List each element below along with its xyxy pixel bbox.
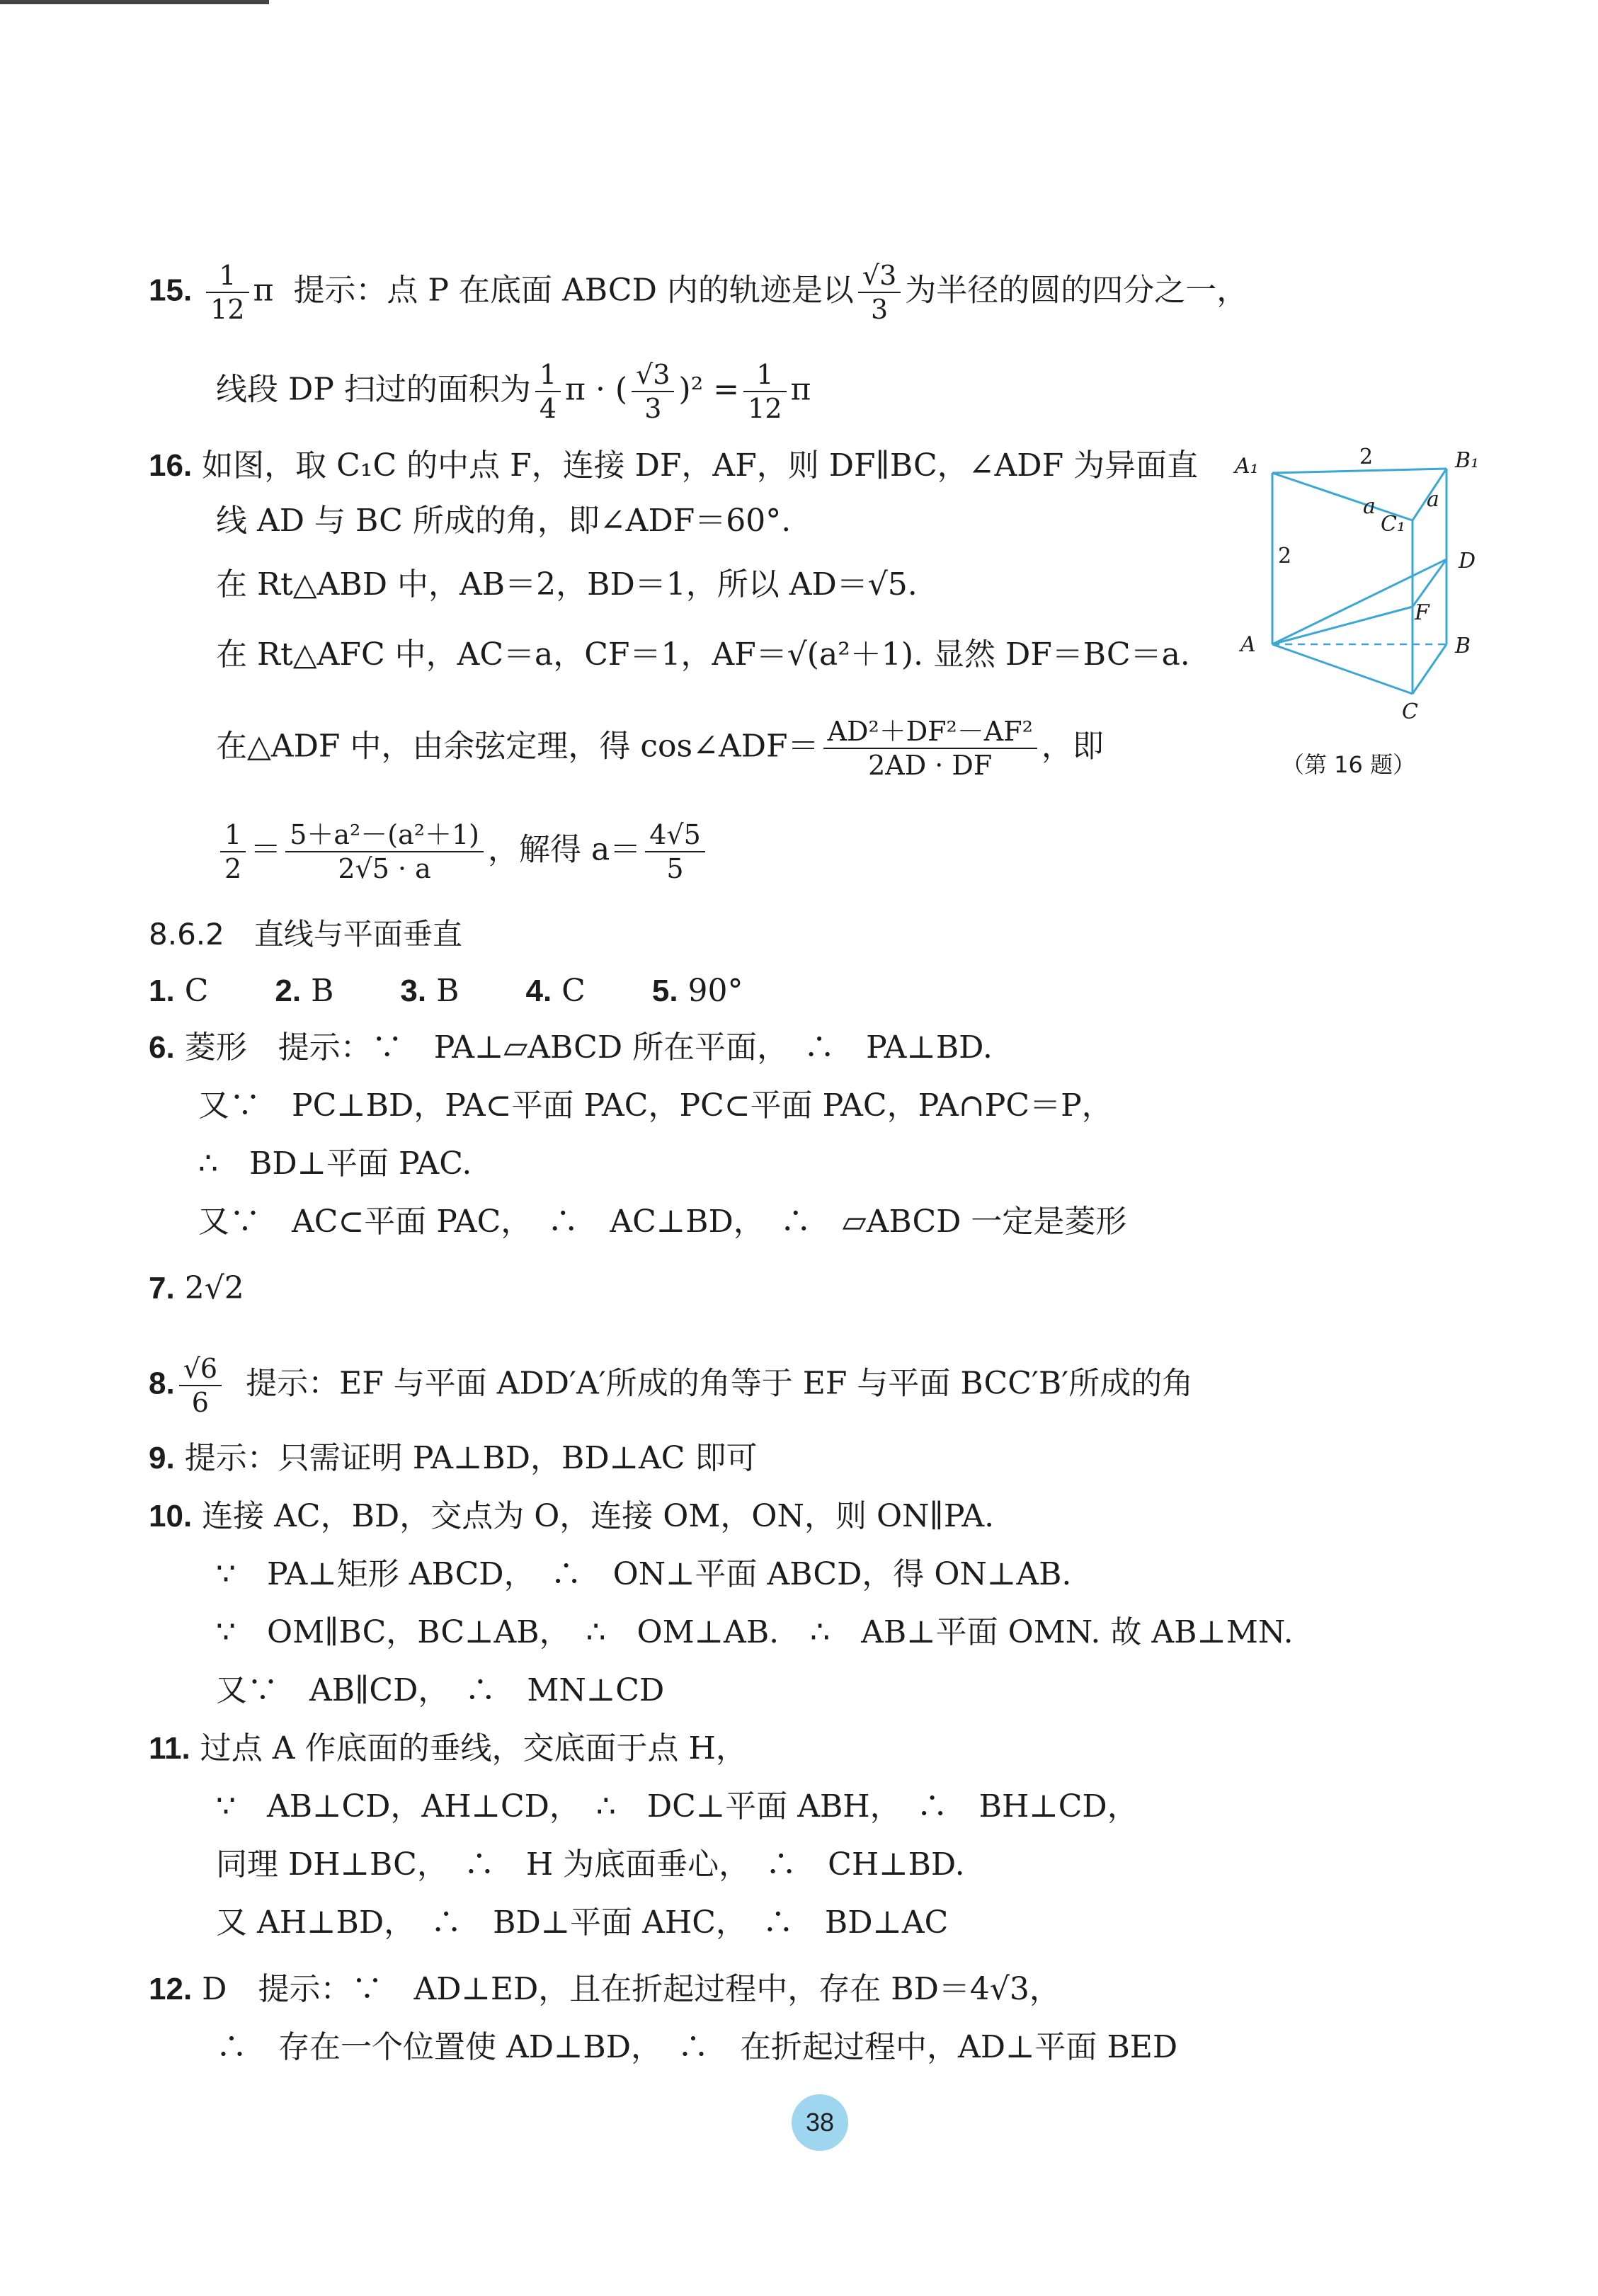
mc-answers: 1. C 2. B 3. B 4. C 5. 90° (149, 973, 743, 1009)
label-len-top: 2 (1359, 445, 1374, 469)
q12-line1: 12. D 提示：∵ AD⊥ED，且在折起过程中，存在 BD＝4√3， (149, 1971, 1061, 2007)
q11-line2: ∵ AB⊥CD，AH⊥CD， ∴ DC⊥平面 ABH， ∴ BH⊥CD， (216, 1788, 1138, 1824)
label-a-side2: a (1427, 487, 1439, 512)
label-b1: B₁ (1455, 448, 1480, 473)
q16-line3: 在 Rt△ABD 中，AB＝2，BD＝1，所以 AD＝√5. (216, 566, 918, 602)
q16-line4: 在 Rt△AFC 中，AC＝a，CF＝1，AF＝√(a²＋1). 显然 DF＝BC＝a. (216, 636, 1190, 673)
q11-line3: 同理 DH⊥BC， ∴ H 为底面垂心， ∴ CH⊥BD. (216, 1846, 965, 1883)
q6-line1: 6. 菱形 提示：∵ PA⊥▱ABCD 所在平面， ∴ PA⊥BD. (149, 1029, 993, 1066)
label-len-left: 2 (1278, 544, 1292, 569)
q15-radius-fraction: $\frac{√3}{3}$ (858, 259, 901, 326)
label-c: C (1402, 699, 1418, 724)
q6-line4: 又∵ AC⊂平面 PAC， ∴ AC⊥BD， ∴ ▱ABCD 一定是菱形 (198, 1204, 1127, 1240)
label-c1: C₁ (1381, 512, 1405, 537)
section-title: 8.6.2 直线与平面垂直 (149, 917, 462, 952)
figure-caption: （第 16 题） (1282, 751, 1416, 778)
q11-line1: 11. 过点 A 作底面的垂线，交底面于点 H， (149, 1730, 747, 1766)
label-a-side1: a (1363, 494, 1376, 519)
q16-line1: 16. 如图，取 C₁C 的中点 F，连接 DF，AF，则 DF∥BC，∠ADF 为异面直 (149, 447, 1199, 484)
q12-line2: ∴ 存在一个位置使 AD⊥BD， ∴ 在折起过程中，AD⊥平面 BED (216, 2029, 1178, 2065)
q10-line1: 10. 连接 AC，BD，交点为 O，连接 OM，ON，则 ON∥PA. (149, 1498, 995, 1534)
q6-line3: ∴ BD⊥平面 PAC. (198, 1146, 472, 1182)
label-f: F (1415, 600, 1429, 625)
q10-line4: 又∵ AB∥CD， ∴ MN⊥CD (216, 1672, 665, 1708)
q10-line2: ∵ PA⊥矩形 ABCD， ∴ ON⊥平面 ABCD，得 ON⊥AB. (216, 1556, 1072, 1592)
q11-line4: 又 AH⊥BD， ∴ BD⊥平面 AHC， ∴ BD⊥AC (216, 1904, 949, 1941)
q16-line2: 线 AD 与 BC 所成的角，即∠ADF＝60°. (216, 503, 792, 539)
q15-number: 15. (149, 273, 193, 308)
top-rule (0, 0, 269, 4)
q15-line1: 15. $\frac{1}{12}$ π 提示：点 P 在底面 ABCD 内的轨迹是以 $\frac{√3}{3}$ 为半径的圆的四分之一， (149, 260, 1248, 325)
q7: 7. 2√2 (149, 1270, 244, 1306)
edge-af (1272, 607, 1412, 644)
label-a1: A₁ (1235, 454, 1259, 479)
q9: 9. 提示：只需证明 PA⊥BD，BD⊥AC 即可 (149, 1440, 758, 1476)
q15-line2: 线段 DP 扫过的面积为 $\frac{1}{4}$ π · ( $\frac{√3}{3}$ )² = $\frac{1}{12}$ π (216, 359, 811, 424)
edge-ac (1272, 644, 1412, 694)
q16-line5: 在△ADF 中，由余弦定理，得 cos∠ADF＝ $\frac{\text{AD²＋DF²－AF²}}{2AD \cdot DF}$ ，即 (216, 716, 1104, 781)
page-number: 38 (792, 2094, 848, 2151)
q16-line6: $\frac{1}{2}$ ＝ $\frac{\text{5＋a²－(a²＋1)}}{2√5 \cdot a}$ ，解得 a＝ $\frac{4√5}{5}$ (216, 818, 709, 885)
q15-answer-fraction: $\frac{1}{12}$ (206, 259, 249, 326)
q10-line3: ∵ OM∥BC，BC⊥AB， ∴ OM⊥AB. ∴ AB⊥平面 OMN. 故 AB⊥MN. (216, 1614, 1294, 1650)
label-b: B (1455, 634, 1471, 658)
label-a: A (1240, 632, 1256, 657)
q6-line2: 又∵ PC⊥BD，PA⊂平面 PAC，PC⊂平面 PAC，PA∩PC＝P， (198, 1087, 1113, 1124)
prism-figure (1232, 432, 1494, 729)
edge-cb (1412, 644, 1446, 694)
label-d: D (1459, 549, 1476, 573)
q8: 8. $\frac{√6}{6}$ 提示：EF 与平面 ADD′A′所成的角等于 EF 与平面 BCC′B′所成的角 (149, 1353, 1194, 1418)
